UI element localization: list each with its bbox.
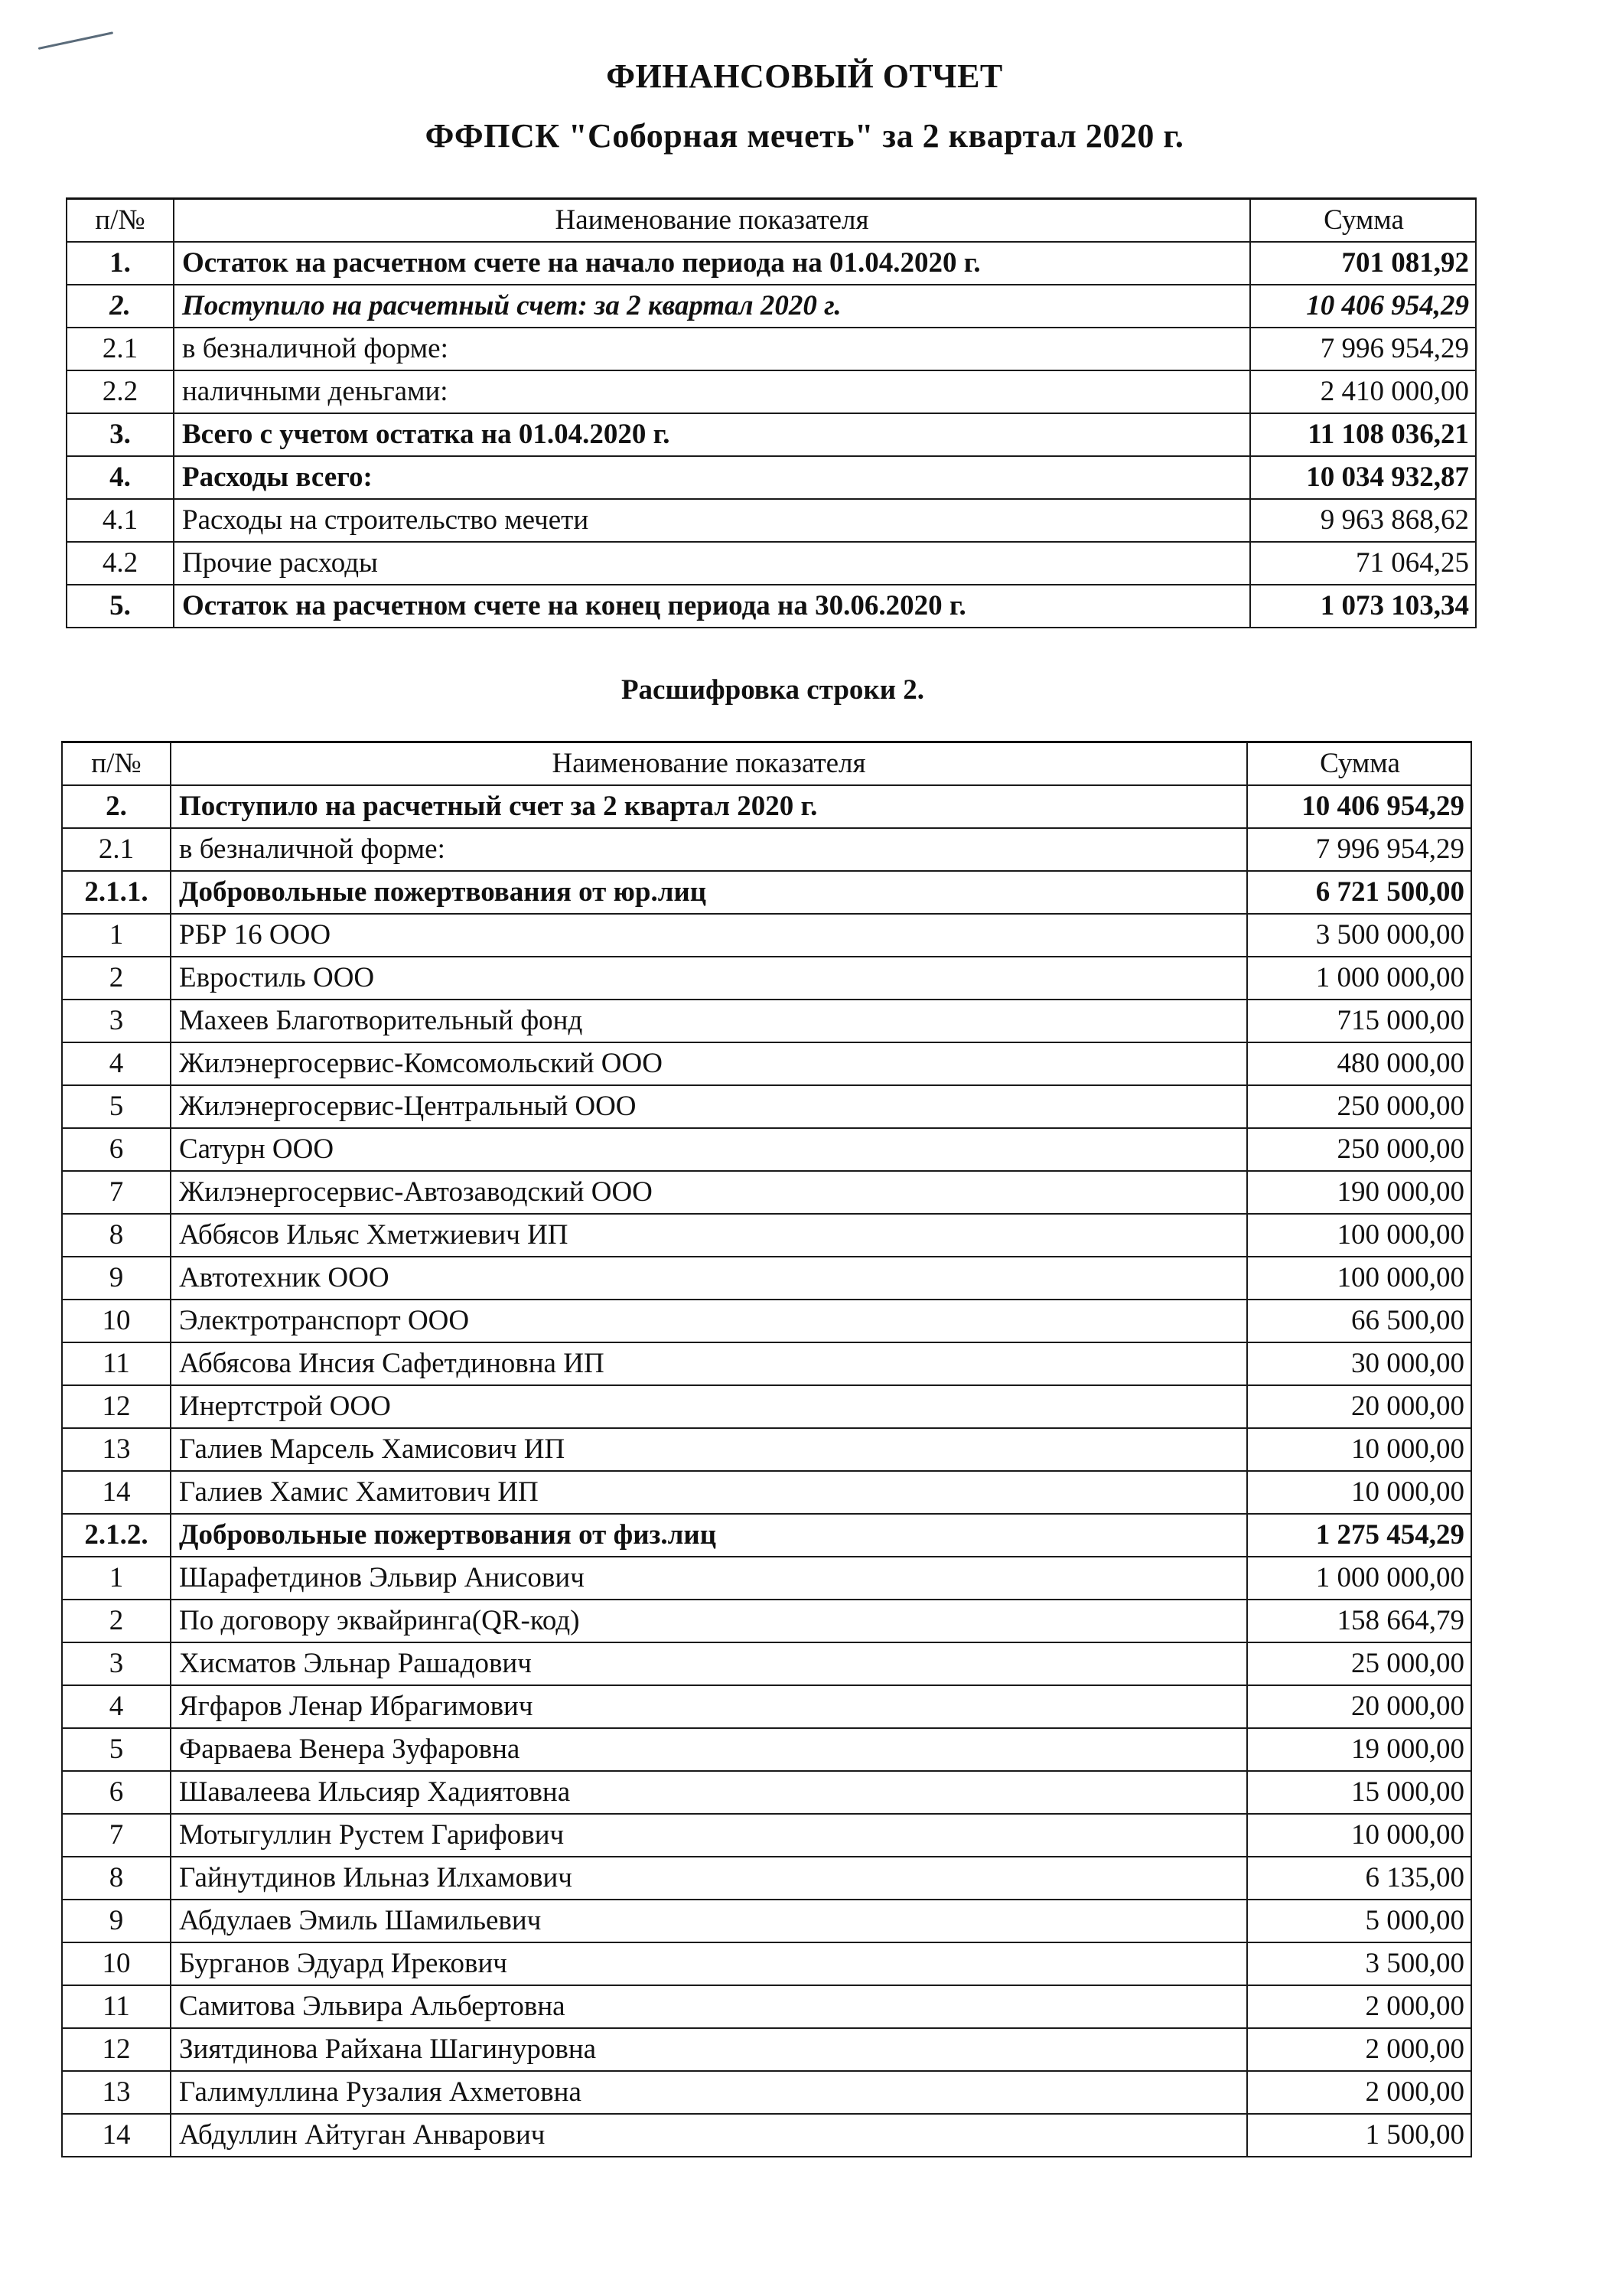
row-sum: 2 000,00: [1247, 2071, 1471, 2114]
row-name: Ягфаров Ленар Ибрагимович: [171, 1685, 1247, 1728]
row-name: Галиев Хамис Хамитович ИП: [171, 1471, 1247, 1514]
row-name: Поступило на расчетный счет за 2 квартал 2020 г.: [171, 785, 1247, 828]
row-sum: 30 000,00: [1247, 1342, 1471, 1385]
row-name: Инертстрой ООО: [171, 1385, 1247, 1428]
row-name: Сатурн ООО: [171, 1128, 1247, 1171]
row-name: Бурганов Эдуард Ирекович: [171, 1942, 1247, 1985]
row-name: Абдулаев Эмиль Шамильевич: [171, 1900, 1247, 1942]
detail-table: [61, 741, 1472, 2157]
row-name: Добровольные пожертвования от юр.лиц: [171, 871, 1247, 914]
table-row: [67, 370, 1476, 413]
table-row: [67, 499, 1476, 542]
row-number: 2.: [62, 785, 171, 828]
row-number: 1: [62, 1557, 171, 1600]
summary-table: [66, 197, 1477, 628]
row-sum: 100 000,00: [1247, 1214, 1471, 1257]
row-number: 2.1.2.: [62, 1514, 171, 1557]
row-number: 3: [62, 1642, 171, 1685]
row-number: 1: [62, 914, 171, 957]
table-header-row: [62, 742, 1471, 786]
row-number: 13: [62, 1428, 171, 1471]
row-name: Прочие расходы: [174, 542, 1250, 585]
row-name: наличными деньгами:: [174, 370, 1250, 413]
row-sum: 10 000,00: [1247, 1428, 1471, 1471]
table-row: [67, 328, 1476, 370]
table-row: [67, 456, 1476, 499]
row-name: Жилэнергосервис-Центральный ООО: [171, 1085, 1247, 1128]
row-sum: 1 500,00: [1247, 2114, 1471, 2157]
row-sum: 190 000,00: [1247, 1171, 1471, 1214]
header-name: Наименование показателя: [174, 199, 1250, 243]
row-number: 2: [62, 1600, 171, 1642]
row-sum: 5 000,00: [1247, 1900, 1471, 1942]
header-name: Наименование показателя: [171, 742, 1247, 786]
row-number: 9: [62, 1900, 171, 1942]
table-row: [62, 957, 1471, 1000]
row-sum: 6 721 500,00: [1247, 871, 1471, 914]
row-sum: 1 000 000,00: [1247, 1557, 1471, 1600]
row-number: 6: [62, 1771, 171, 1814]
row-name: Шавалеева Ильсияр Хадиятовна: [171, 1771, 1247, 1814]
row-sum: 3 500,00: [1247, 1942, 1471, 1985]
table-row: [62, 1385, 1471, 1428]
table-row: [62, 1857, 1471, 1900]
row-sum: 1 275 454,29: [1247, 1514, 1471, 1557]
table-row: [62, 828, 1471, 871]
row-sum: 10 406 954,29: [1250, 285, 1476, 328]
header-sum: Сумма: [1250, 199, 1476, 243]
row-name: Галиев Марсель Хамисович ИП: [171, 1428, 1247, 1471]
row-number: 7: [62, 1814, 171, 1857]
section-caption: Расшифровка строки 2.: [620, 674, 925, 706]
row-number: 8: [62, 1214, 171, 1257]
row-sum: 7 996 954,29: [1250, 328, 1476, 370]
row-sum: 10 000,00: [1247, 1814, 1471, 1857]
row-sum: 480 000,00: [1247, 1042, 1471, 1085]
row-number: 10: [62, 1300, 171, 1342]
row-number: 14: [62, 2114, 171, 2157]
row-name: Аббясова Инсия Сафетдиновна ИП: [171, 1342, 1247, 1385]
row-name: Хисматов Эльнар Рашадович: [171, 1642, 1247, 1685]
row-number: 14: [62, 1471, 171, 1514]
row-name: Остаток на расчетном счете на конец периода на 30.06.2020 г.: [174, 585, 1250, 628]
row-name: Аббясов Ильяс Хметжиевич ИП: [171, 1214, 1247, 1257]
table-header-row: [67, 199, 1476, 243]
row-sum: 2 000,00: [1247, 1985, 1471, 2028]
row-sum: 715 000,00: [1247, 1000, 1471, 1042]
row-sum: 10 034 932,87: [1250, 456, 1476, 499]
table-row: [62, 1900, 1471, 1942]
table-row: [62, 1000, 1471, 1042]
table-row: [62, 1814, 1471, 1857]
row-name: Добровольные пожертвования от физ.лиц: [171, 1514, 1247, 1557]
row-sum: 71 064,25: [1250, 542, 1476, 585]
row-name: Расходы всего:: [174, 456, 1250, 499]
row-number: 4.2: [67, 542, 174, 585]
table-row: [67, 542, 1476, 585]
row-number: 12: [62, 2028, 171, 2071]
row-name: Зиятдинова Райхана Шагинуровна: [171, 2028, 1247, 2071]
row-sum: 7 996 954,29: [1247, 828, 1471, 871]
row-number: 12: [62, 1385, 171, 1428]
row-sum: 701 081,92: [1250, 242, 1476, 285]
table-row: [62, 1471, 1471, 1514]
table-row: [62, 914, 1471, 957]
row-name: Махеев Благотворительный фонд: [171, 1000, 1247, 1042]
row-name: По договору эквайринга(QR-код): [171, 1600, 1247, 1642]
row-name: Всего с учетом остатка на 01.04.2020 г.: [174, 413, 1250, 456]
row-number: 4.: [67, 456, 174, 499]
row-name: Расходы на строительство мечети: [174, 499, 1250, 542]
row-sum: 2 410 000,00: [1250, 370, 1476, 413]
row-name: Фарваева Венера Зуфаровна: [171, 1728, 1247, 1771]
row-number: 2.: [67, 285, 174, 328]
row-name: Гайнутдинов Ильназ Илхамович: [171, 1857, 1247, 1900]
table-row: [67, 285, 1476, 328]
table-row: [62, 1942, 1471, 1985]
row-number: 2.1: [67, 328, 174, 370]
row-sum: 158 664,79: [1247, 1600, 1471, 1642]
table-row: [62, 785, 1471, 828]
row-number: 2.1: [62, 828, 171, 871]
row-number: 2.2: [67, 370, 174, 413]
row-number: 9: [62, 1257, 171, 1300]
row-number: 5: [62, 1728, 171, 1771]
row-sum: 10 406 954,29: [1247, 785, 1471, 828]
table-row: [62, 1557, 1471, 1600]
table-row: [62, 1042, 1471, 1085]
table-row: [62, 1257, 1471, 1300]
row-name: Поступило на расчетный счет: за 2 квартал 2020 г.: [174, 285, 1250, 328]
row-number: 1.: [67, 242, 174, 285]
row-number: 10: [62, 1942, 171, 1985]
row-sum: 25 000,00: [1247, 1642, 1471, 1685]
table-row: [62, 1600, 1471, 1642]
table-row: [67, 242, 1476, 285]
row-sum: 1 000 000,00: [1247, 957, 1471, 1000]
row-name: Жилэнергосервис-Автозаводский ООО: [171, 1171, 1247, 1214]
row-sum: 10 000,00: [1247, 1471, 1471, 1514]
row-sum: 100 000,00: [1247, 1257, 1471, 1300]
table-row: [62, 1428, 1471, 1471]
row-number: 5.: [67, 585, 174, 628]
table-row: [62, 1728, 1471, 1771]
row-sum: 11 108 036,21: [1250, 413, 1476, 456]
row-number: 11: [62, 1342, 171, 1385]
row-number: 3.: [67, 413, 174, 456]
row-sum: 15 000,00: [1247, 1771, 1471, 1814]
row-sum: 9 963 868,62: [1250, 499, 1476, 542]
document-title: ФИНАНСОВЫЙ ОТЧЕТ: [606, 57, 1003, 95]
row-name: Автотехник ООО: [171, 1257, 1247, 1300]
row-number: 2.1.1.: [62, 871, 171, 914]
header-num: п/№: [62, 742, 171, 786]
row-number: 8: [62, 1857, 171, 1900]
row-number: 3: [62, 1000, 171, 1042]
row-name: Абдуллин Айтуган Анварович: [171, 2114, 1247, 2157]
row-sum: 250 000,00: [1247, 1085, 1471, 1128]
row-sum: 6 135,00: [1247, 1857, 1471, 1900]
row-sum: 66 500,00: [1247, 1300, 1471, 1342]
header-sum: Сумма: [1247, 742, 1471, 786]
row-name: РБР 16 ООО: [171, 914, 1247, 957]
row-sum: 20 000,00: [1247, 1385, 1471, 1428]
table-row: [62, 1085, 1471, 1128]
row-name: Жилэнергосервис-Комсомольский ООО: [171, 1042, 1247, 1085]
table-row: [62, 1128, 1471, 1171]
row-name: Остаток на расчетном счете на начало периода на 01.04.2020 г.: [174, 242, 1250, 285]
row-name: Евростиль ООО: [171, 957, 1247, 1000]
table-row: [67, 413, 1476, 456]
row-number: 4: [62, 1685, 171, 1728]
table-row: [62, 1771, 1471, 1814]
row-number: 6: [62, 1128, 171, 1171]
table-row: [62, 1514, 1471, 1557]
table-row: [62, 1300, 1471, 1342]
row-number: 13: [62, 2071, 171, 2114]
table-row: [62, 871, 1471, 914]
row-name: Электротранспорт ООО: [171, 1300, 1247, 1342]
table-row: [62, 2071, 1471, 2114]
row-sum: 3 500 000,00: [1247, 914, 1471, 957]
row-sum: 1 073 103,34: [1250, 585, 1476, 628]
table-row: [62, 1985, 1471, 2028]
table-row: [62, 2114, 1471, 2157]
row-number: 4.1: [67, 499, 174, 542]
table-row: [62, 1214, 1471, 1257]
table-row: [62, 1171, 1471, 1214]
table-row: [62, 2028, 1471, 2071]
table-row: [62, 1642, 1471, 1685]
row-number: 2: [62, 957, 171, 1000]
row-sum: 20 000,00: [1247, 1685, 1471, 1728]
row-name: в безналичной форме:: [174, 328, 1250, 370]
row-name: в безналичной форме:: [171, 828, 1247, 871]
row-sum: 250 000,00: [1247, 1128, 1471, 1171]
table-row: [62, 1685, 1471, 1728]
row-number: 5: [62, 1085, 171, 1128]
document-subtitle: ФФПСК "Соборная мечеть" за 2 квартал 2020 г.: [425, 117, 1184, 155]
row-number: 4: [62, 1042, 171, 1085]
row-number: 7: [62, 1171, 171, 1214]
row-name: Самитова Эльвира Альбертовна: [171, 1985, 1247, 2028]
row-sum: 2 000,00: [1247, 2028, 1471, 2071]
pen-mark: [38, 31, 113, 50]
header-num: п/№: [67, 199, 174, 243]
table-row: [62, 1342, 1471, 1385]
row-name: Мотыгуллин Рустем Гарифович: [171, 1814, 1247, 1857]
table-row: [67, 585, 1476, 628]
row-name: Шарафетдинов Эльвир Анисович: [171, 1557, 1247, 1600]
row-name: Галимуллина Рузалия Ахметовна: [171, 2071, 1247, 2114]
row-sum: 19 000,00: [1247, 1728, 1471, 1771]
row-number: 11: [62, 1985, 171, 2028]
